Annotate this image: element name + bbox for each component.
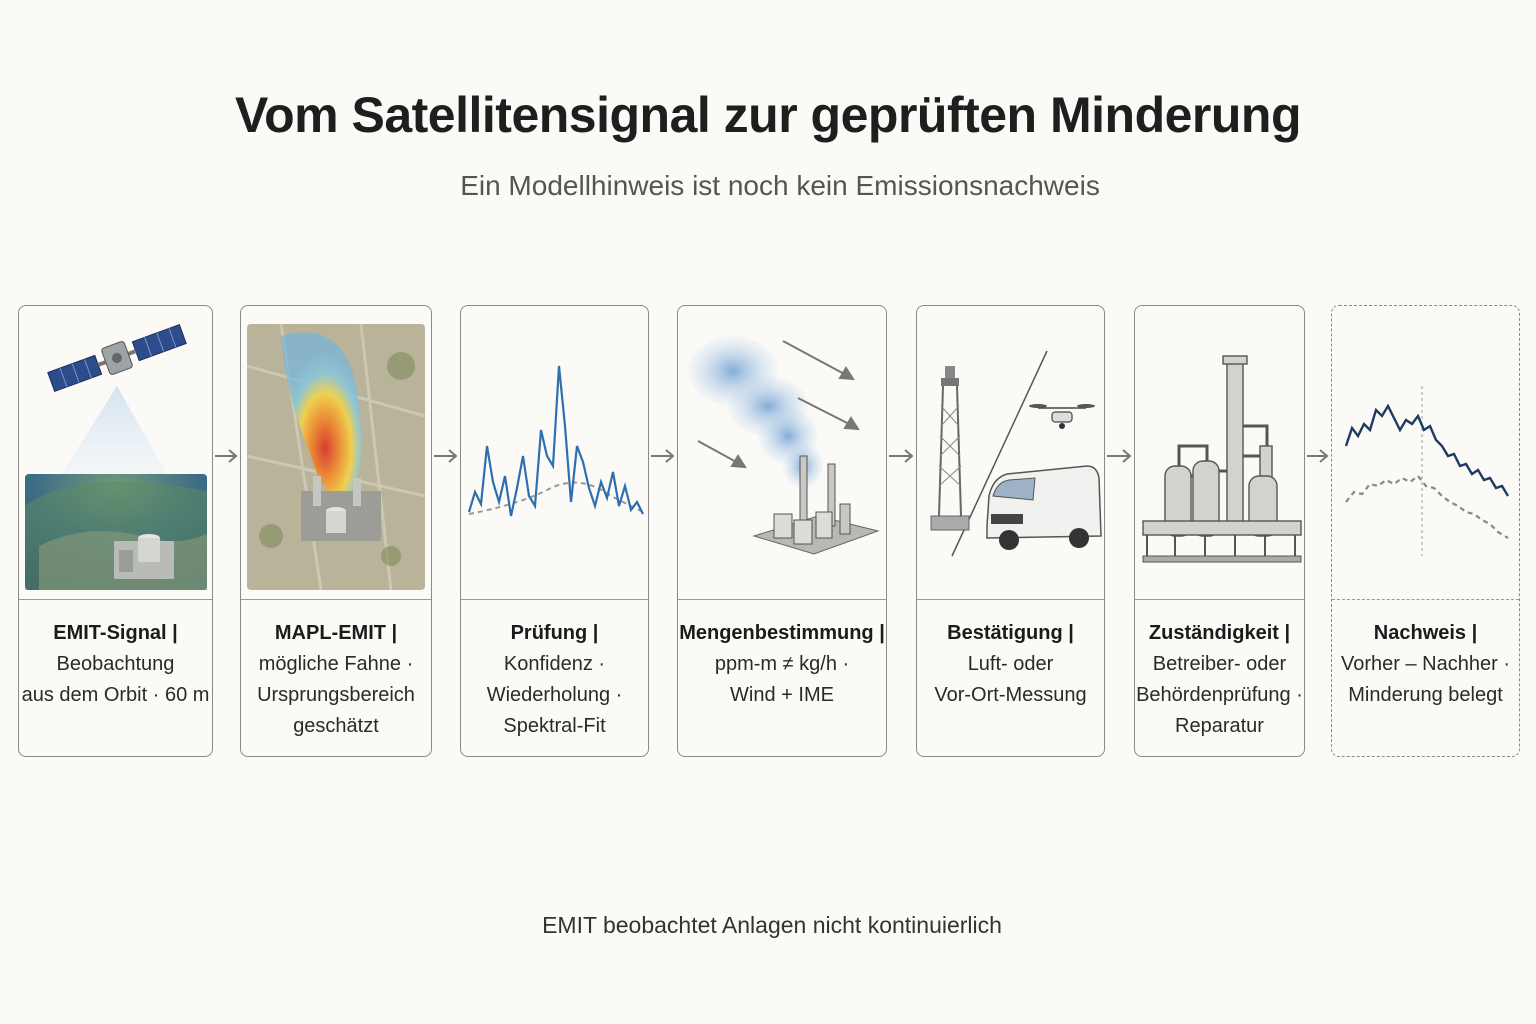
step-heading: Zuständigkeit |	[1148, 622, 1291, 644]
footer-note: EMIT beobachtet Anlagen nicht kontinuierlich	[542, 912, 1002, 938]
refinery-icon	[1135, 306, 1304, 600]
spectrum-icon	[461, 306, 648, 600]
step-line: Behördenprüfung ·	[1136, 684, 1303, 706]
step-heading: Mengenbestimmung |	[679, 622, 885, 644]
step-heading: Prüfung |	[510, 622, 599, 644]
arrow-right-icon	[649, 446, 677, 466]
arrow-right-icon	[432, 446, 460, 466]
step-line: Ursprungsbereich	[257, 684, 415, 706]
step-line: Konfidenz ·	[503, 653, 606, 675]
step-heading: Bestätigung |	[947, 622, 1074, 644]
tower-van-drone-icon	[917, 306, 1104, 600]
step-card-mapl-emit	[240, 305, 432, 757]
step-card-nachweis	[1331, 305, 1520, 757]
step-heading: Nachweis |	[1373, 622, 1478, 644]
step-card-mengenbestimmung	[677, 305, 887, 757]
step-line: Beobachtung	[56, 653, 175, 675]
step-line: ppm-m ≠ kg/h ·	[714, 653, 850, 675]
step-card-emit-signal	[18, 305, 213, 757]
step-line: Minderung belegt	[1348, 684, 1503, 706]
step-heading: EMIT-Signal |	[53, 622, 178, 644]
step-line: Betreiber- oder	[1152, 653, 1287, 675]
step-line: geschätzt	[293, 715, 379, 737]
page-title: Vom Satellitensignal zur geprüften Minderung	[234, 87, 1302, 143]
step-line: aus dem Orbit · 60 m	[21, 684, 210, 706]
step-line: Luft- oder	[967, 653, 1054, 675]
arrow-right-icon	[213, 446, 240, 466]
step-line: Wiederholung ·	[486, 684, 623, 706]
step-line: Spektral-Fit	[503, 715, 606, 737]
step-line: Vorher – Nachher ·	[1341, 653, 1510, 675]
step-heading: MAPL-EMIT |	[274, 622, 398, 644]
step-line: Vor-Ort-Messung	[934, 684, 1087, 706]
arrow-right-icon	[887, 446, 916, 466]
step-line: Wind + IME	[730, 684, 834, 706]
step-line: Reparatur	[1175, 715, 1264, 737]
wind-plume-icon	[678, 306, 886, 600]
satellite-earth-icon	[19, 306, 212, 600]
step-line: mögliche Fahne ·	[258, 653, 414, 675]
plume-map-icon	[241, 306, 431, 600]
before-after-chart-icon	[1332, 306, 1519, 600]
step-card-bestaetigung	[916, 305, 1105, 757]
step-card-pruefung	[460, 305, 649, 757]
arrow-right-icon	[1105, 446, 1134, 466]
page-subtitle: Ein Modellhinweis ist noch kein Emissionsnachweis	[460, 170, 1100, 201]
step-card-zustaendigkeit	[1134, 305, 1305, 757]
arrow-right-icon	[1305, 446, 1331, 466]
